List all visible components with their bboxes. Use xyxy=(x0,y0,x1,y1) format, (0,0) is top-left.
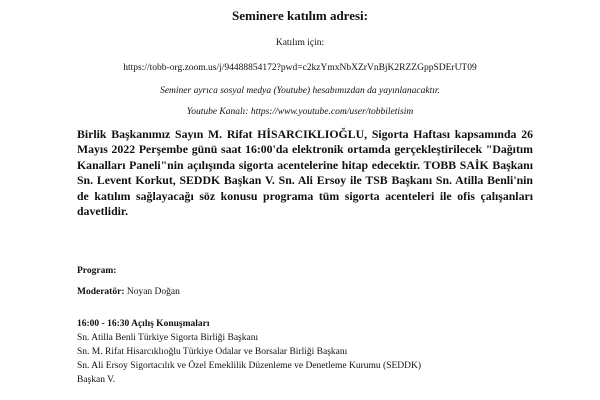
participation-heading: Seminere katılım adresi: xyxy=(231,8,368,23)
join-label: Katılım için: xyxy=(275,38,325,48)
moderator-line xyxy=(77,287,180,297)
youtube-channel-line[interactable]: Youtube Kanalı: https://www.youtube.com/user/tobbiletisim xyxy=(186,107,414,117)
social-media-note: Seminer ayrıca sosyal medya (Youtube) hesabımızdan da yayınlanacaktır. xyxy=(160,86,440,96)
speaker-line: Sn. Atilla Benli Türkiye Sigorta Birliği Başkanı xyxy=(77,333,259,343)
zoom-link[interactable]: https://tobb-org.zoom.us/j/94488854172?pwd=c2kzYmxNbXZrVnBjK2RZZGppSDErUT09 xyxy=(123,63,477,73)
session-title: Açılış Konuşmaları xyxy=(131,319,210,329)
speaker-line-continuation: Başkan V. xyxy=(77,375,116,385)
moderator-name: Noyan Doğan xyxy=(126,287,180,297)
speaker-line: Sn. Ali Ersoy Sigortacılık ve Özel Emeklilik Düzenleme ve Denetleme Kurumu (SEDDK) xyxy=(77,361,422,371)
speaker-line: Sn. M. Rifat Hisarcıklıoğlu Türkiye Odalar ve Borsalar Birliği Başkanı xyxy=(77,347,348,357)
moderator-label: Moderatör: xyxy=(77,287,125,297)
session-heading xyxy=(77,319,210,329)
session-time: 16:00 - 16:30 xyxy=(77,319,130,329)
announcement-paragraph: Birlik Başkanımız Sayın M. Rifat HİSARCIKLIOĞLU, Sigorta Haftası kapsamında 26 Mayıs 2022 Perşembe günü saat 16:00'da elektronik ortamda gerçekleştirilecek "Dağıtım Kanalları Paneli"nin açılışında sigorta acentelerine hitap edecektir. TOBB SAİK Başkanı Sn. Levent Korkut, SEDDK Başkan V. Sn. Ali Ersoy ile TSB Başkanı Sn. Atilla Benli'nin de katılım sağlayacağı söz konusu programa tüm sigorta acenteleri ile ofis çalışanları davetlidir. xyxy=(77,127,533,219)
program-label: Program: xyxy=(77,266,117,276)
